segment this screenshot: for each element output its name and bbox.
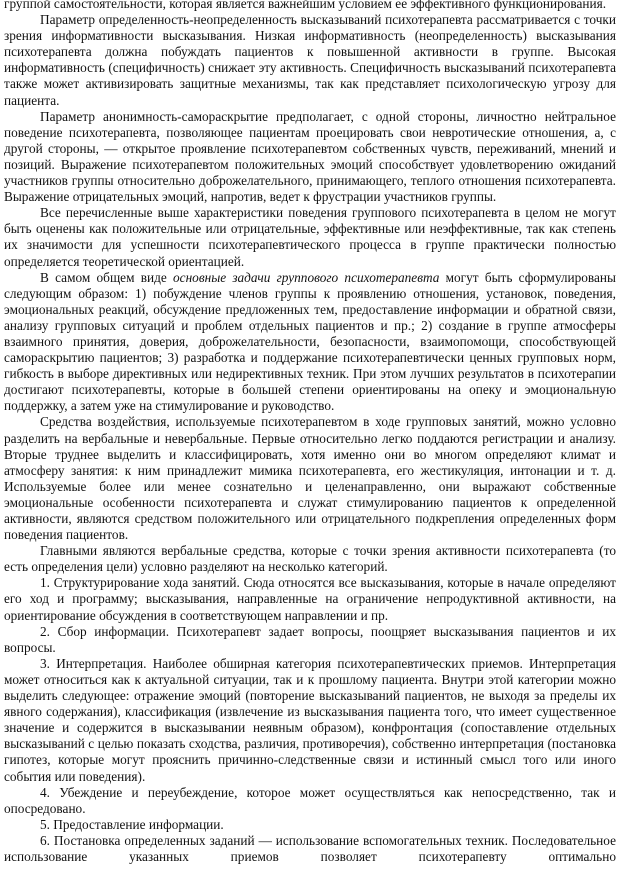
paragraph-4: Все перечисленные выше характеристики поведения группового психотерапевта в целом не могут быть оценены как положительные или отрицательные, эффективные или неэффективные, так как степень их значимости для успешности психотерапевтического процесса в группе практически полностью определяется теоретической ориентацией. — [4, 205, 616, 269]
paragraph-1: группой самостоятельности, которая является важнейшим условием ее эффективного функционирования. — [4, 0, 607, 11]
paragraph-5 — [4, 270, 616, 415]
paragraph-7: Главными являются вербальные средства, которые с точки зрения активности психотерапевта (то есть определения цели) условно разделяют на несколько категорий. — [4, 543, 616, 575]
list-item-4: 4. Убеждение и переубеждение, которое может осуществляться как непосредственно, так и опосредовано. — [4, 784, 616, 816]
list-item-1: 1. Структурирование хода занятий. Сюда относятся все высказывания, которые в начале определяют его ход и программу; высказывания, направленные на ограничение непродуктивной активности, на ориентирование обсуждения в соответствующем направлении и пр. — [4, 575, 616, 623]
list-item-3: 3. Интерпретация. Наиболее обширная категория психотерапевтических приемов. Интерпретация может относиться как к актуальной ситуации, так и к прошлому пациента. Внутри этой категории можно выделить следующее: отражение эмоций (повторение высказываний пациентов, не выходя за пределы их явного содержания), классификация (извлечение из высказывания пациента того, что имеет существенное значение и содержится в высказывании неявным образом), конфронтация (сопоставление отдельных высказываний с целью показать сходства, различия, противоречия), собственно интерпретация (постановка гипотез, которые могут прояснить причинно-следственные связи и истинный смысл того или иного события или поведения). — [4, 655, 616, 784]
document-page — [4, 0, 616, 865]
list-item-5: 5. Предоставление информации. — [40, 816, 224, 832]
paragraph-5-lead: В самом общем виде — [40, 269, 174, 285]
list-item-6: 6. Постановка определенных заданий — использование вспомогательных техник. Последовательное использование указанных приемов позволяет психотерапевту оптимально — [4, 832, 616, 864]
paragraph-3: Параметр анонимность-самораскрытие предполагает, с одной стороны, личностно нейтральное поведение психотерапевта, позволяющее пациентам проецировать свои невротические отношения, а, с другой стороны, — открытое проявление психотерапевтом собственных чувств, переживаний, мнений и позиций. Выражение психотерапевтом положительных эмоций способствует удовлетворению ожиданий участников группы относительно доброжелательного, принимающего, теплого отношения психотерапевта. Выражение отрицательных эмоций, напротив, ведет к фрустрации участников группы. — [4, 108, 616, 205]
paragraph-5-rest: могут быть сформулированы следующим образом: 1) побуждение членов группы к проявлению отношения, установок, поведения, эмоциональных реакций, обсуждение предложенных тем, предоставление информации и обратной связи, анализу групповых ситуаций и проблем отдельных пациентов и пр.; 2) создание в группе атмосферы взаимного принятия, доверия, доброжелательности, безопасности, взаимопомощи, способствующей самораскрытию пациентов; 3) разработка и поддержание психотерапевтически ценных групповых норм, гибкость в выборе директивных или недирективных техник. При этом лучших результатов в психотерапии достигают психотерапевты, которые в большей степени ориентированы на опеку и эмоциональную поддержку, а затем уже на стимулирование и руководство. — [4, 269, 616, 414]
paragraph-5-emphasis: основные задачи группового психотерапевта — [173, 269, 440, 285]
paragraph-2: Параметр определенность-неопределенность высказываний психотерапевта рассматривается с точки зрения информативности высказывания. Низкая информативность (неопределенность) высказывания психотерапевта должна побуждать пациентов к повышенной активности в группе. Высокая информативность (специфичность) снижает эту активность. Специфичность высказываний психотерапевта также может активизировать защитные механизмы, так как представляет психологическую угрозу для пациента. — [4, 12, 616, 108]
paragraph-6: Средства воздействия, используемые психотерапевтом в ходе групповых занятий, можно условно разделить на вербальные и невербальные. Первые относительно легко поддаются регистрации и анализу. Вторые труднее выделить и классифицировать, хотя именно они во многом определяют климат и атмосферу занятия: к ним принадлежит мимика психотерапевта, его жестикуляция, интонации и т. д. Используемые более или менее сознательно и целенаправленно, они выражают собственные эмоциональные особенности психотерапевта и служат стимулированию пациентов к определенной активности, являются средством положительного или отрицательного подкрепления определенных форм поведения пациентов. — [4, 414, 616, 543]
list-item-2: 2. Сбор информации. Психотерапевт задает вопросы, поощряет высказывания пациентов и их вопросы. — [4, 623, 616, 655]
